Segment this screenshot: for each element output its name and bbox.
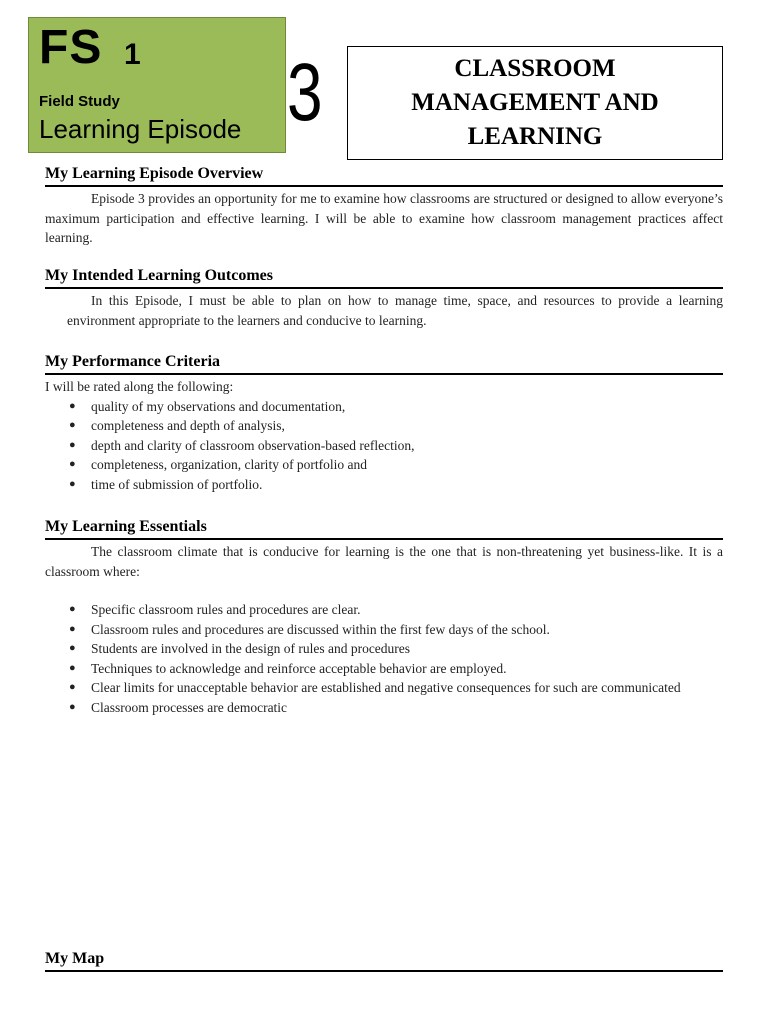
essentials-intro: The classroom climate that is conducive for learning is the one that is non-threatening yet business-like. It is a classroom where:: [45, 544, 723, 579]
learning-episode-label: Learning Episode: [39, 114, 242, 144]
bullet-icon: ●: [69, 399, 76, 412]
fs-code: FS: [39, 21, 103, 74]
criteria-intro: I will be rated along the following:: [45, 379, 234, 394]
episode-number: 3: [287, 47, 323, 138]
title-box: [347, 46, 723, 160]
list-item: [45, 397, 723, 417]
list-item: [45, 698, 723, 718]
list-item: [45, 436, 723, 456]
map-heading: My Map: [45, 949, 723, 972]
list-item-text: Students are involved in the design of rules and procedures: [91, 641, 411, 656]
list-item: [45, 475, 723, 495]
essentials-list: [45, 600, 723, 717]
bullet-icon: ●: [69, 681, 76, 693]
essentials-heading: My Learning Essentials: [45, 517, 723, 540]
map-section: [45, 949, 723, 972]
list-item-text: completeness and depth of analysis,: [91, 418, 285, 433]
bullet-icon: ●: [69, 622, 76, 635]
essentials-section: [45, 517, 723, 717]
field-study-badge: [28, 17, 286, 153]
bullet-icon: ●: [69, 458, 76, 470]
list-item-text: quality of my observations and documentation,: [91, 398, 346, 414]
fs-code-number: 1: [124, 38, 141, 71]
list-item: [45, 620, 723, 640]
page-title: CLASSROOM MANAGEMENT AND LEARNING: [411, 55, 659, 150]
criteria-list: [45, 397, 723, 495]
bullet-icon: ●: [69, 477, 76, 490]
list-item-text: Techniques to acknowledge and reinforce acceptable behavior are employed.: [91, 660, 507, 676]
list-item-text: time of submission of portfolio.: [91, 476, 263, 492]
outcomes-text: In this Episode, I must be able to plan on how to manage time, space, and resources to provide a learning environment appropriate to the learners and conducive to learning.: [67, 293, 723, 328]
list-item-text: depth and clarity of classroom observation-based reflection,: [91, 437, 415, 453]
list-item: [45, 416, 723, 436]
bullet-icon: ●: [69, 700, 76, 713]
criteria-heading: My Performance Criteria: [45, 352, 723, 375]
bullet-icon: ●: [69, 642, 76, 654]
bullet-icon: ●: [69, 419, 76, 431]
overview-section: [45, 164, 723, 248]
list-item: [45, 600, 723, 620]
list-item-text: completeness, organization, clarity of portfolio and: [91, 457, 368, 472]
bullet-icon: ●: [69, 438, 76, 451]
overview-text: Episode 3 provides an opportunity for me to examine how classrooms are structured or designed to allow everyone’s maximum participation and effective learning. I will be able to examine how classroom management practices affect learning.: [45, 191, 723, 245]
list-item: [45, 659, 723, 679]
list-item: [45, 678, 723, 698]
overview-heading: My Learning Episode Overview: [45, 164, 723, 187]
outcomes-heading: My Intended Learning Outcomes: [45, 266, 723, 289]
outcomes-section: [45, 266, 723, 330]
list-item-text: Clear limits for unacceptable behavior are established and negative consequences for such are communicated: [91, 680, 681, 695]
bullet-icon: ●: [69, 661, 76, 674]
list-item: [45, 455, 723, 475]
bullet-icon: ●: [69, 603, 76, 615]
list-item-text: Classroom processes are democratic: [91, 699, 288, 715]
list-item: [45, 639, 723, 659]
field-study-label: Field Study: [39, 93, 120, 110]
list-item-text: Classroom rules and procedures are discussed within the first few days of the school.: [91, 621, 550, 637]
criteria-section: [45, 352, 723, 494]
list-item-text: Specific classroom rules and procedures are clear.: [91, 602, 361, 617]
